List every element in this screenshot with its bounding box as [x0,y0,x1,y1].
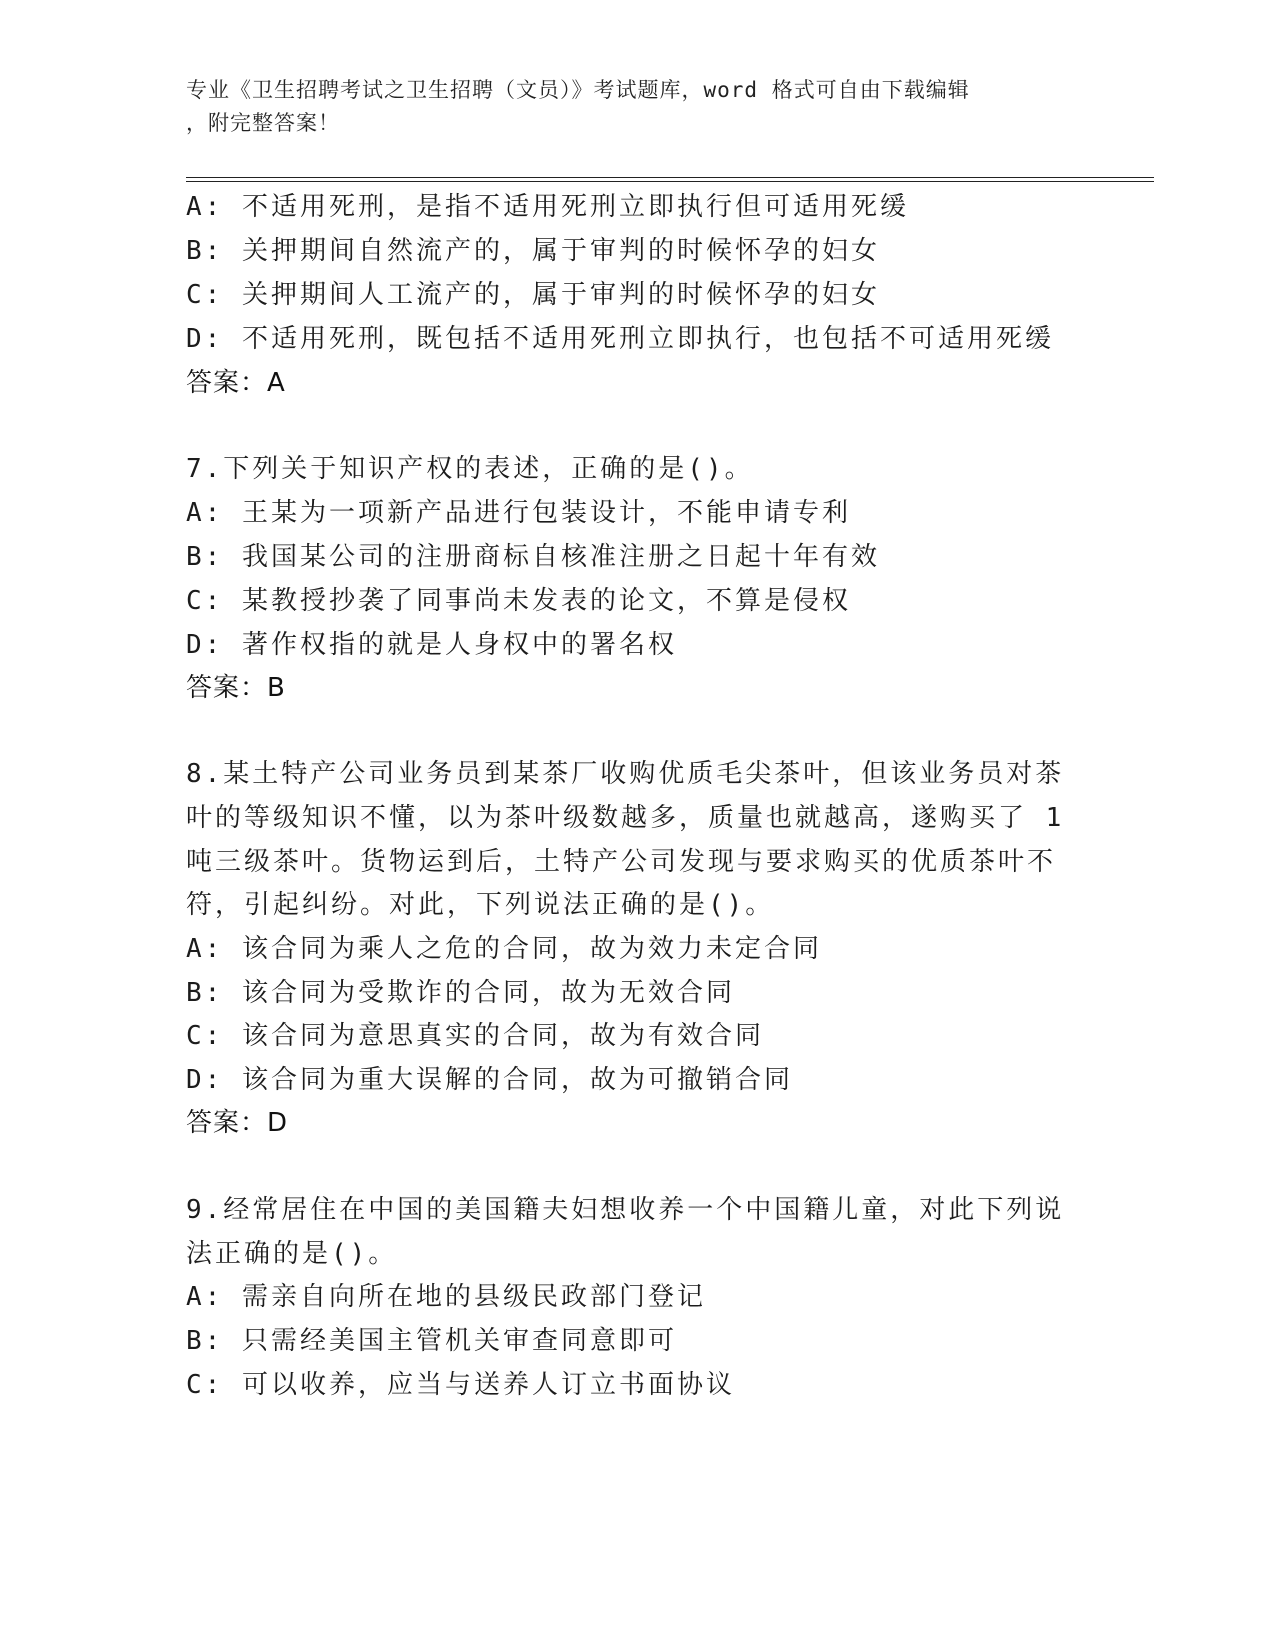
q8-option-a: A: 该合同为乘人之危的合同，故为效力未定合同 [186,934,822,964]
header-line-1: 专业《卫生招聘考试之卫生招聘（文员）》考试题库，word 格式可自由下载编辑 [186,78,970,102]
q9-option-b: B: 只需经美国主管机关审查同意即可 [186,1326,677,1356]
q7-answer: 答案：B [186,673,286,703]
q8-stem-line-1: 8.某土特产公司业务员到某茶厂收购优质毛尖茶叶，但该业务员对茶 [186,759,1065,789]
header-divider-top [186,177,1154,178]
q7-option-d: D: 著作权指的就是人身权中的署名权 [186,630,677,660]
q8-option-c: C: 该合同为意思真实的合同，故为有效合同 [186,1021,764,1051]
q6-option-c: C: 关押期间人工流产的，属于审判的时候怀孕的妇女 [186,280,880,310]
q6-option-b: B: 关押期间自然流产的，属于审判的时候怀孕的妇女 [186,236,880,266]
document-header [186,74,1066,140]
q8-answer: 答案：D [186,1108,289,1138]
header-line-2: ，附完整答案！ [186,111,340,135]
q7-stem: 7.下列关于知识产权的表述，正确的是()。 [186,454,754,484]
q9-option-a: A: 需亲自向所在地的县级民政部门登记 [186,1282,706,1312]
q8-stem-line-2: 叶的等级知识不懂，以为茶叶级数越多，质量也就越高，遂购买了 1 [186,803,1065,833]
header-divider-bottom [186,181,1154,182]
q8-option-d: D: 该合同为重大误解的合同，故为可撤销合同 [186,1065,793,1095]
q8-stem-line-4: 符，引起纠纷。对此，下列说法正确的是()。 [186,890,775,920]
q8-stem-line-3: 吨三级茶叶。货物运到后，土特产公司发现与要求购买的优质茶叶不 [186,847,1057,877]
q7-option-c: C: 某教授抄袭了同事尚未发表的论文，不算是侵权 [186,586,851,616]
q8-option-b: B: 该合同为受欺诈的合同，故为无效合同 [186,978,735,1008]
q6-option-d: D: 不适用死刑，既包括不适用死刑立即执行，也包括不可适用死缓 [186,324,1054,354]
q9-stem-line-2: 法正确的是()。 [186,1239,398,1269]
q7-option-a: A: 王某为一项新产品进行包装设计，不能申请专利 [186,498,851,528]
q6-option-a: A: 不适用死刑，是指不适用死刑立即执行但可适用死缓 [186,192,909,222]
q6-answer: 答案：A [186,368,286,398]
q9-option-c: C: 可以收养，应当与送养人订立书面协议 [186,1370,735,1400]
q7-option-b: B: 我国某公司的注册商标自核准注册之日起十年有效 [186,542,880,572]
q9-stem-line-1: 9.经常居住在中国的美国籍夫妇想收养一个中国籍儿童，对此下列说 [186,1195,1065,1225]
